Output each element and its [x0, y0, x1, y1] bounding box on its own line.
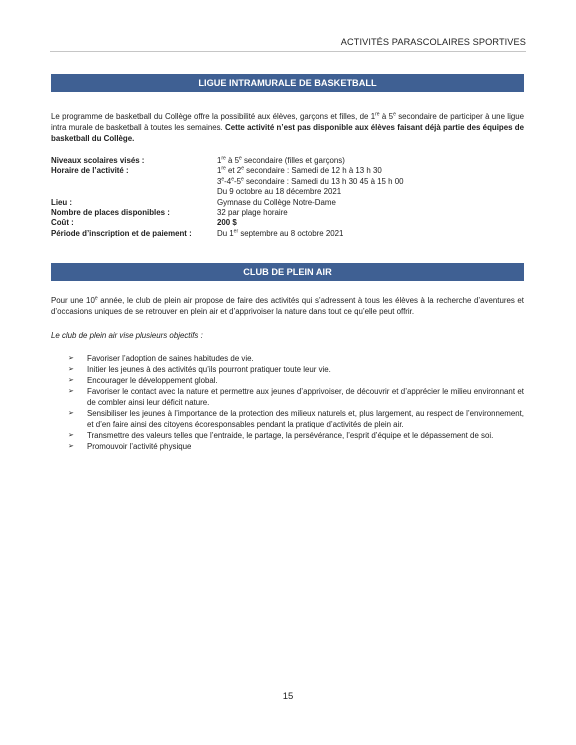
list-item	[68, 375, 524, 386]
running-header: ACTIVITÉS PARASCOLAIRES SPORTIVES	[340, 37, 526, 47]
arrow-bullet-icon: ➢	[68, 432, 74, 439]
ordinal: er	[233, 228, 239, 235]
intro-notice: Cette activité n’est pas disponible aux élèves faisant déjà partie des équipes de basketball du Collège.	[51, 123, 524, 143]
ordinal: re	[221, 155, 226, 162]
detail-row-schedule-2	[51, 177, 524, 187]
detail-row-schedule	[51, 166, 524, 176]
value-text: à 5	[225, 156, 240, 165]
basketball-intro	[51, 111, 524, 144]
value-text: -4	[224, 176, 232, 186]
objective-text: Favoriser l’adoption de saines habitudes de vie.	[87, 354, 254, 363]
arrow-bullet-icon: ➢	[68, 355, 74, 362]
value-text: et 2	[225, 166, 242, 176]
arrow-bullet-icon: ➢	[68, 410, 74, 417]
detail-value: Gymnase du Collège Notre-Dame	[217, 197, 336, 207]
value-text: -5	[233, 176, 242, 186]
section-title-basketball: LIGUE INTRAMURALE DE BASKETBALL	[51, 74, 524, 92]
arrow-bullet-icon: ➢	[68, 366, 74, 373]
detail-row-cost	[51, 218, 524, 228]
intro-text: année, le club de plein air propose de faire des activités qui s’adressent à tous les élèves à la recherche d’aventures et d’occasions uniques de se retrouver en plein air et d’apprivoiser la nature dans tout ce qu’elle peut offrir.	[51, 296, 524, 316]
intro-text: Le programme de basketball du Collège offre la possibilité aux élèves, garçons et filles, de 1	[51, 112, 376, 121]
detail-value: 200 $	[217, 218, 237, 228]
objective-text: Transmettre des valeurs telles que l’entraide, le partage, la persévérance, l’esprit d’équipe et le dépassement de soi.	[87, 431, 494, 440]
detail-label: Niveaux scolaires visés :	[51, 156, 145, 165]
value-text: 3	[217, 176, 222, 186]
arrow-bullet-icon: ➢	[68, 377, 74, 384]
intro-text: à 5	[379, 112, 394, 121]
detail-label: Période d’inscription et de paiement :	[51, 228, 192, 238]
ordinal: e	[221, 176, 225, 183]
outdoor-intro	[51, 295, 524, 317]
objective-text: Promouvoir l’activité physique	[87, 442, 192, 451]
intro-text: secondaire de participer à une ligue intra murale de basketball à toutes les semaines.	[51, 112, 524, 132]
value-text: Du 1	[217, 228, 234, 238]
detail-label: Coût :	[51, 218, 74, 228]
detail-value	[217, 156, 524, 166]
detail-value	[217, 229, 524, 239]
detail-value	[217, 166, 524, 176]
detail-row-levels	[51, 156, 524, 166]
section-title-outdoor: CLUB DE PLEIN AIR	[51, 263, 524, 281]
detail-row-dates	[51, 187, 524, 197]
detail-label-empty	[51, 187, 217, 197]
list-item	[68, 353, 524, 364]
list-item	[68, 430, 524, 441]
objective-text: Initier les jeunes à des activités qu’ils pourront pratiquer toute leur vie.	[87, 365, 331, 374]
list-item	[68, 441, 524, 452]
value-text: secondaire : Samedi de 12 h à 13 h 30	[243, 166, 382, 176]
list-item	[68, 408, 524, 430]
header-rule	[50, 51, 526, 52]
value-text: septembre au 8 octobre 2021	[238, 228, 344, 238]
list-item	[68, 364, 524, 375]
ordinal: re	[375, 111, 380, 118]
ordinal: e	[241, 176, 244, 183]
ordinal: e	[241, 165, 244, 172]
detail-row-places	[51, 208, 524, 218]
objectives-list	[68, 353, 524, 452]
detail-row-location	[51, 198, 524, 208]
objective-text: Sensibiliser les jeunes à l’importance de la protection des milieux naturels et, plus largement, au respect de l’environnement, et d’en faire ainsi des citoyens écoresponsables pendant la pratique d’activités de plein air.	[87, 409, 524, 429]
arrow-bullet-icon: ➢	[68, 443, 74, 450]
value-text: secondaire : Samedi du 13 h 30 45 à 15 h 00	[243, 176, 404, 186]
value-text: 1	[217, 156, 222, 165]
value-text: 1	[217, 166, 222, 176]
detail-label: Horaire de l’activité :	[51, 166, 129, 176]
ordinal: e	[393, 111, 396, 118]
basketball-details	[51, 156, 524, 239]
detail-row-period	[51, 229, 524, 239]
detail-label-empty	[51, 177, 217, 187]
detail-value: Du 9 octobre au 18 décembre 2021	[217, 187, 342, 197]
ordinal: re	[221, 165, 226, 172]
page-number: 15	[282, 691, 294, 702]
objectives-subtitle: Le club de plein air vise plusieurs objectifs :	[51, 331, 203, 340]
ordinal: e	[231, 176, 234, 183]
objective-text: Encourager le développement global.	[87, 376, 218, 385]
value-text: secondaire (filles et garçons)	[241, 156, 345, 165]
detail-label: Lieu :	[51, 197, 73, 207]
detail-label: Nombre de places disponibles :	[51, 208, 170, 218]
arrow-bullet-icon: ➢	[68, 388, 74, 395]
ordinal: e	[94, 295, 98, 302]
detail-value: 32 par plage horaire	[217, 208, 288, 218]
objective-text: Favoriser le contact avec la nature et permettre aux jeunes d’apprivoiser, de découvrir et d’apprécier le milieu environnant et de combler ainsi leur déficit nature.	[87, 387, 524, 407]
detail-value	[217, 177, 524, 187]
intro-text: Pour une 10	[51, 296, 95, 305]
list-item	[68, 386, 524, 408]
ordinal: e	[239, 155, 242, 162]
